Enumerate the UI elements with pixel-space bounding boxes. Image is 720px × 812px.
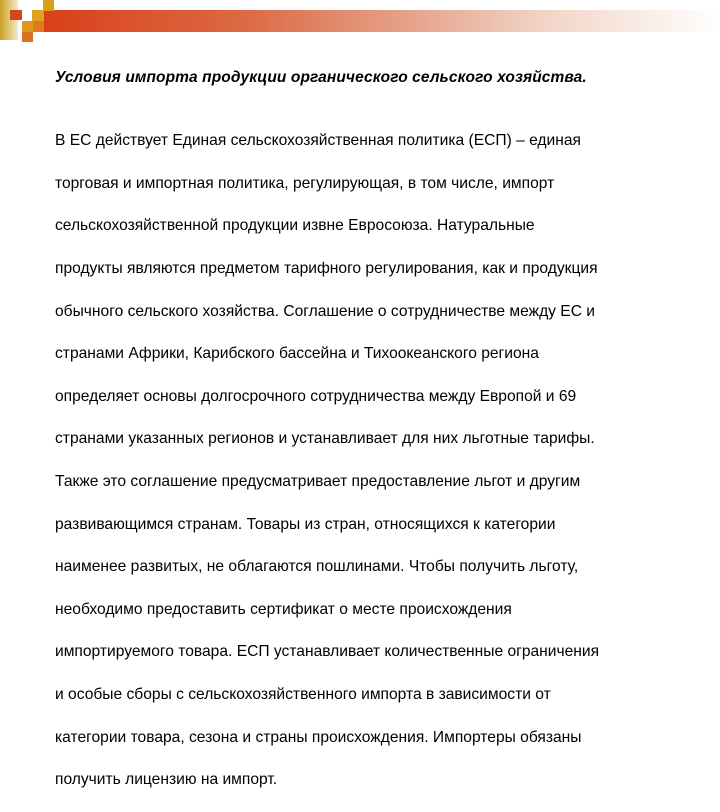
body-line: импортируемого товара. ЕСП устанавливает количественные ограничения bbox=[55, 643, 600, 661]
body-line: сельскохозяйственной продукции извне Евросоюза. Натуральные bbox=[55, 217, 535, 235]
body-line: развивающимся странам. Товары из стран, относящихся к категории bbox=[55, 515, 556, 533]
decor-square-gold bbox=[43, 0, 54, 11]
header-gradient-bar bbox=[44, 10, 720, 32]
slide-body bbox=[55, 109, 695, 812]
body-line: необходимо предоставить сертификат о месте происхождения bbox=[55, 600, 512, 618]
decor-square-gradient bbox=[0, 0, 18, 40]
decor-square-gold bbox=[32, 10, 44, 21]
body-line: продукты являются предметом тарифного регулирования, как и продукция bbox=[55, 260, 598, 278]
body-line: странами Африки, Карибского бассейна и Тихоокеанского региона bbox=[55, 345, 539, 363]
decor-square-orange bbox=[22, 21, 33, 32]
header-decoration bbox=[0, 0, 720, 45]
slide-title: Условия импорта продукции органического сельского хозяйства. bbox=[55, 69, 587, 86]
body-line: Также это соглашение предусматривает предоставление льгот и другим bbox=[55, 473, 581, 491]
body-line: обычного сельского хозяйства. Соглашение о сотрудничестве между ЕС и bbox=[55, 302, 596, 320]
decor-square-orange bbox=[33, 21, 44, 32]
body-line: наименее развитых, не облагаются пошлинами. Чтобы получить льготу, bbox=[55, 558, 579, 576]
body-line: определяет основы долгосрочного сотрудничества между Европой и 69 bbox=[55, 387, 577, 405]
body-line: странами указанных регионов и устанавливает для них льготные тарифы. bbox=[55, 430, 595, 448]
body-line: В ЕС действует Единая сельскохозяйственная политика (ЕСП) – единая bbox=[55, 132, 581, 150]
slide-content bbox=[55, 68, 695, 812]
body-line: получить лицензию на импорт. bbox=[55, 771, 278, 789]
decor-square-red bbox=[10, 10, 22, 20]
decor-square-orange bbox=[22, 32, 33, 42]
body-line: торговая и импортная политика, регулирующая, в том числе, импорт bbox=[55, 174, 555, 192]
body-line: и особые сборы с сельскохозяйственного импорта в зависимости от bbox=[55, 686, 551, 704]
body-line: категории товара, сезона и страны происхождения. Импортеры обязаны bbox=[55, 728, 582, 746]
